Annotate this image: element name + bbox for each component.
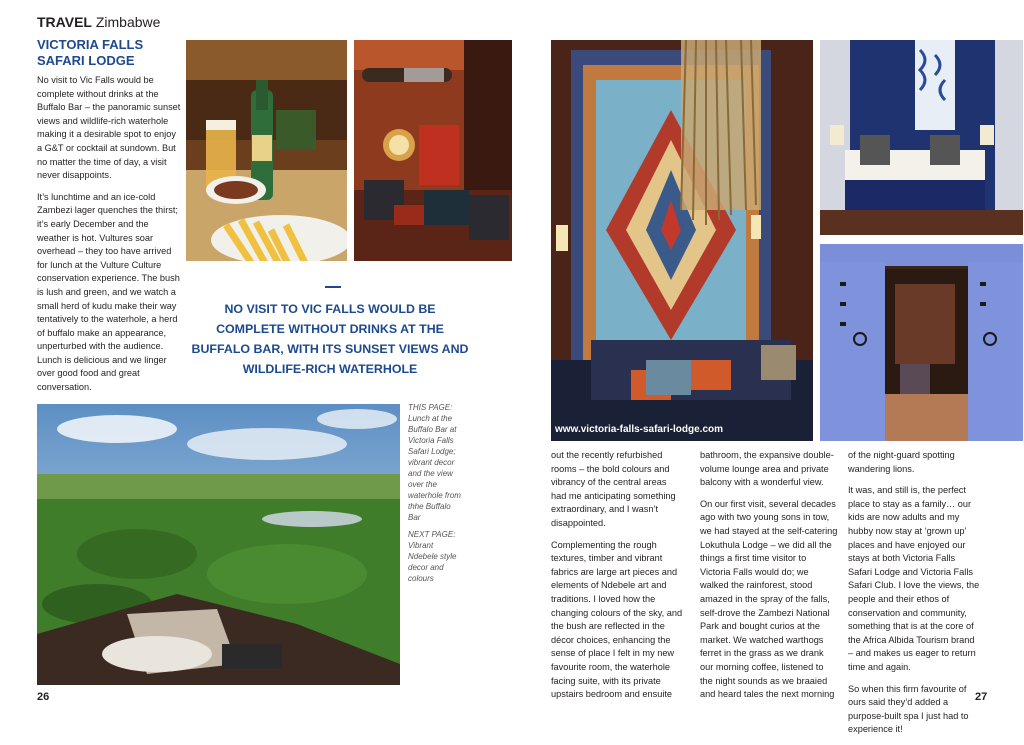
body-column-2 [551,449,684,710]
photo-bar-interior [354,40,512,261]
caption-next-page: NEXT PAGE: Vibrant Ndebele style decor and colours [408,530,457,583]
paragraph: No visit to Vic Falls would be complete without drinks at the Buffalo Bar – the panoramic sunset views and wildlife-rich waterhole making it a desirable spot to enjoy a G&T or cocktail at sundown. But no matter the time of day, a visit never disappoints. [37,75,181,181]
paragraph: It’s lunchtime and an ice-cold Zambezi lager quenches the thirst; it’s early December and the weather is hot. Vultures soar overhead – they too have arrived for lunch at the Vulture Culture conservation experience. The bush is lush and green, and we watch a small herd of kudu make their way tentatively to the waterhole, a herd of buffalo make an appearance, unperturbed with the audience. Lunch is delicious and we linger over good food and great conversation. [37,191,180,393]
body-column-1 [37,74,181,438]
caption-this-page: THIS PAGE: Lunch at the Buffalo Bar at Victoria Falls Safari Lodge; vibrant decor and the view over the waterhole from thhe Buffalo Bar [408,403,461,522]
photo-ndebele-lounge [551,40,813,441]
paragraph: So when this firm favourite of ours said they’d added a purpose-built spa I just had to experience it! [848,683,969,735]
paragraph: On our first visit, several decades ago with two young sons in tow, we had stayed at the self-catering Lokuthula Lodge – we did all the things a first time visitor to Victoria Falls would do; we walked the rainforest, stood amazed in the spray of the falls, self-drove the Zambezi National Park and bought curios at the market. We watched warthogs ferret in the grass as we drank our morning coffee, listened to the night sounds as we braaied and heard tales the next morning [700,498,838,700]
page-number-left: 26 [37,691,50,703]
paragraph: Complementing the rough textures, timber and vibrant fabrics are large art pieces and elements of Ndebele art and traditions. I loved how the changing colours of the sky, and the bush are reflected in the décor choices, enhancing the sense of place I felt in my new favourite room, the waterhole facing suite, with its private upstairs bedroom and ensuite [551,539,683,700]
article-title: VICTORIA FALLS SAFARI LODGE [37,37,144,68]
photo-waterhole-view [37,404,400,685]
quote-divider [325,286,341,288]
body-column-4 [848,449,980,745]
website-url[interactable]: www.victoria-falls-safari-lodge.com [555,424,724,435]
photo-caption [408,402,464,590]
section-header [37,14,160,30]
photo-lunch-buffalo-bar [186,40,347,261]
paragraph: out the recently refurbished rooms – the bold colours and vibrancy of the central areas had me anticipating something extraordinary, and I wasn’t disappointed. [551,450,676,528]
section-label: TRAVEL [37,14,92,30]
photo-blue-doors [820,244,1023,441]
paragraph: It was, and still is, the perfect place to stay as a family… our kids are now adults and my hubby now stay at ‘grown up’ places and have enjoyed our stays at both Victoria Falls Safari Lodge and Victoria Falls Safari Club. I love the views, the people and their ethos of conservation and community, something that is at the core of the Africa Albida Tourism brand – and makes us eager to return time and again. [848,485,980,672]
page-number-right: 27 [975,691,988,703]
paragraph: bathroom, the expansive double-volume lounge area and private balcony with a wonderful view. [700,450,834,488]
paragraph: of the night-guard spotting wandering lions. [848,450,955,474]
region-label: Zimbabwe [95,14,161,30]
pull-quote: NO VISIT TO VIC FALLS WOULD BE COMPLETE WITHOUT DRINKS AT THE BUFFALO BAR, WITH ITS SUNSET VIEWS AND WILDLIFE-RICH WATERHOLE [191,302,469,376]
body-column-3 [700,449,838,710]
photo-bedroom [820,40,1023,235]
